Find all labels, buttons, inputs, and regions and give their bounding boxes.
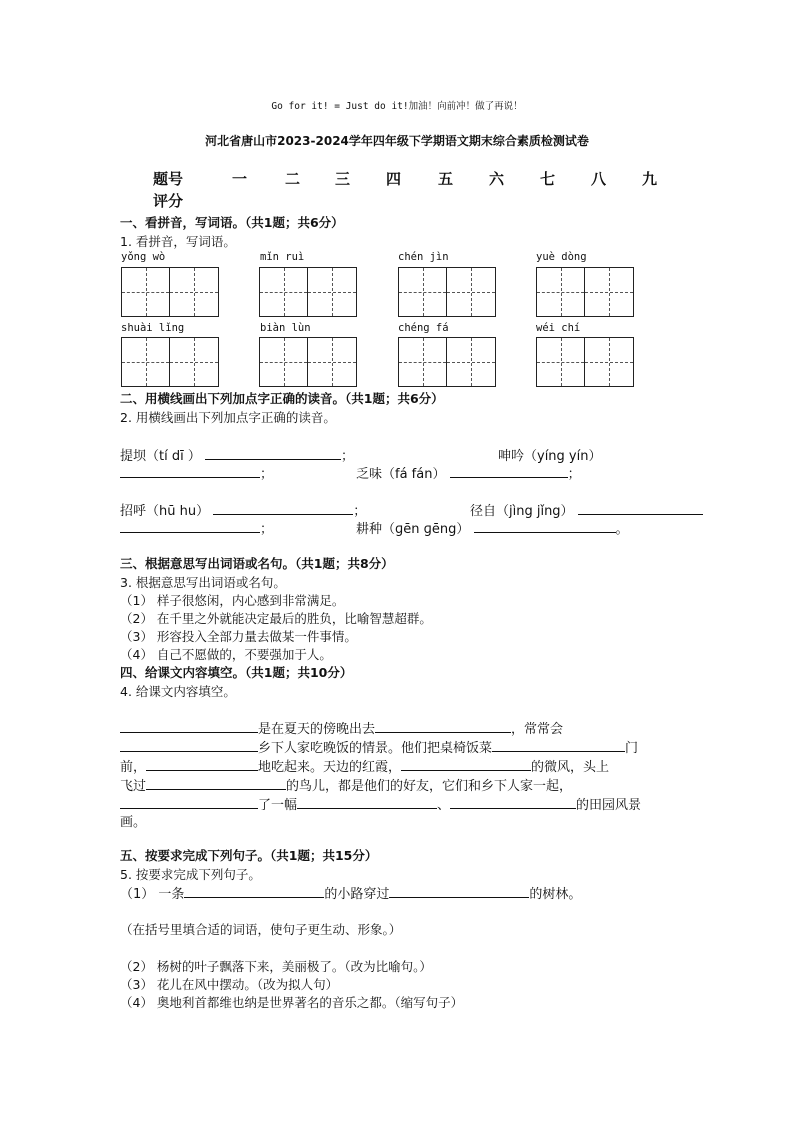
q5-note: （在括号里填合适的词语，使句子更生动、形象。）	[120, 922, 402, 937]
answer-blank[interactable]	[297, 796, 437, 809]
passage-text: 门	[625, 741, 639, 756]
word-4: 招呼（hū hu）	[120, 504, 210, 519]
q5-item-4: （4） 奥地利首都维也纳是世界著名的音乐之都。（缩写句子）	[120, 995, 464, 1010]
grid-cell[interactable]	[308, 338, 356, 386]
grid-cell[interactable]	[122, 268, 170, 316]
score-table-number-label: 题号	[153, 170, 184, 188]
passage-text: 地吃起来。天边的红霞，	[258, 760, 402, 775]
score-col-5: 五	[438, 170, 454, 188]
score-col-9: 九	[642, 170, 658, 188]
section-2-heading: 二、用横线画出下列加点字正确的读音。（共1题；共6分）	[120, 391, 444, 406]
fill-line-5	[120, 794, 641, 813]
pinyin-6: biàn lùn	[260, 322, 311, 334]
grid-cell[interactable]	[122, 338, 170, 386]
writing-grid-8[interactable]	[536, 337, 634, 387]
question-2: 2. 用横线画出下列加点字正确的读音。	[120, 410, 336, 425]
answer-blank[interactable]	[375, 720, 511, 733]
writing-grid-1[interactable]	[121, 267, 219, 317]
passage-text: 的田园风景	[576, 798, 642, 813]
passage-text: 前，	[120, 760, 147, 775]
q5-item-2: （2） 杨树的叶子飘落下来，美丽极了。（改为比喻句。）	[120, 959, 432, 974]
question-3: 3. 根据意思写出词语或名句。	[120, 575, 286, 590]
writing-grid-3[interactable]	[398, 267, 496, 317]
word-2: 呻吟（yíng yín）	[498, 449, 602, 464]
question-4: 4. 给课文内容填空。	[120, 684, 236, 699]
pinyin-3: chén jìn	[398, 251, 449, 263]
grid-cell[interactable]	[585, 268, 633, 316]
semicolon: ；	[260, 522, 274, 537]
writing-grid-7[interactable]	[398, 337, 496, 387]
answer-blank[interactable]	[120, 465, 260, 478]
q3-item-1: （1） 样子很悠闲，内心感到非常满足。	[120, 593, 345, 608]
grid-cell[interactable]	[447, 338, 495, 386]
fill-line-2	[120, 737, 638, 756]
section-1-heading: 一、看拼音，写词语。（共1题；共6分）	[120, 215, 344, 230]
grid-cell[interactable]	[399, 268, 447, 316]
word-3: 乏味（fá fán）	[356, 467, 446, 482]
period: 。	[615, 522, 629, 537]
semicolon: ；	[260, 467, 274, 482]
answer-blank[interactable]	[450, 465, 568, 478]
word-1: 提坝（tí dī ）	[120, 449, 201, 464]
answer-blank[interactable]	[120, 739, 258, 752]
q3-item-3: （3） 形容投入全部力量去做某一件事情。	[120, 629, 357, 644]
word-6: 耕种（ɡēn ɡēng）	[356, 522, 470, 537]
passage-text: 的鸟儿，都是他们的好友，它们和乡下人家一起，	[286, 779, 573, 794]
question-5: 5. 按要求完成下列句子。	[120, 867, 261, 882]
word-line-5	[470, 500, 703, 519]
word-line-6	[120, 518, 273, 537]
page-title: 河北省唐山市2023-2024学年四年级下学期语文期末综合素质检测试卷	[205, 134, 589, 148]
grid-cell[interactable]	[537, 268, 585, 316]
sentence-text: 的小路穿过	[324, 887, 390, 902]
word-line-7	[356, 518, 629, 537]
answer-blank[interactable]	[184, 885, 324, 898]
word-line-4	[120, 500, 366, 519]
score-col-3: 三	[335, 170, 351, 188]
fill-line-6: 画。	[120, 815, 147, 830]
fill-line-1	[120, 718, 563, 737]
pinyin-4: yuè dòng	[536, 251, 587, 263]
semicolon: ；	[340, 449, 354, 464]
semicolon: ；	[567, 467, 581, 482]
grid-cell[interactable]	[308, 268, 356, 316]
pinyin-8: wéi chí	[536, 322, 581, 334]
score-col-1: 一	[232, 170, 248, 188]
answer-blank[interactable]	[474, 520, 616, 533]
passage-text: ，常常会	[511, 722, 564, 737]
answer-blank[interactable]	[492, 739, 625, 752]
section-4-heading: 四、给课文内容填空。（共1题；共10分）	[120, 665, 353, 680]
passage-text: 乡下人家吃晚饭的情景。他们把桌椅饭菜	[258, 741, 493, 756]
answer-blank[interactable]	[205, 447, 341, 460]
word-5: 径自（jìng jǐng）	[470, 504, 574, 519]
grid-cell[interactable]	[170, 268, 218, 316]
answer-blank[interactable]	[146, 777, 286, 790]
passage-text: 的微风，头上	[531, 760, 610, 775]
writing-grid-6[interactable]	[259, 337, 357, 387]
motto: Go for it! = Just do it!加油！向前冲！做了再说！	[271, 101, 523, 112]
answer-blank[interactable]	[146, 758, 258, 771]
score-table-score-label: 评分	[153, 192, 184, 210]
writing-grid-4[interactable]	[536, 267, 634, 317]
q5-item-3: （3） 花儿在风中摆动。（改为拟人句）	[120, 977, 339, 992]
writing-grid-5[interactable]	[121, 337, 219, 387]
sentence-text: 的树林。	[529, 887, 582, 902]
section-3-heading: 三、根据意思写出词语或名句。（共1题；共8分）	[120, 556, 394, 571]
pinyin-5: shuài lǐng	[121, 322, 185, 334]
passage-text: 了一幅	[258, 798, 298, 813]
answer-blank[interactable]	[120, 796, 258, 809]
score-col-6: 六	[489, 170, 505, 188]
passage-text: 飞过	[120, 779, 147, 794]
q3-item-2: （2） 在千里之外就能决定最后的胜负，比喻智慧超群。	[120, 611, 432, 626]
passage-text: 、	[437, 798, 451, 813]
score-col-2: 二	[285, 170, 301, 188]
grid-cell[interactable]	[585, 338, 633, 386]
word-line-1	[120, 445, 354, 464]
grid-cell[interactable]	[260, 338, 308, 386]
score-col-7: 七	[540, 170, 556, 188]
q5-item-1	[120, 883, 581, 902]
pinyin-1: yǒng wò	[121, 251, 166, 263]
grid-cell[interactable]	[399, 338, 447, 386]
pinyin-7: chéng fá	[398, 322, 449, 334]
answer-blank[interactable]	[450, 796, 576, 809]
passage-text: 是在夏天的傍晚出去	[258, 722, 376, 737]
score-col-8: 八	[591, 170, 607, 188]
question-1: 1. 看拼音，写词语。	[120, 234, 236, 249]
q3-item-4: （4） 自己不愿做的，不要强加于人。	[120, 647, 332, 662]
semicolon: ；	[353, 504, 367, 519]
section-5-heading: 五、按要求完成下列句子。（共1题；共15分）	[120, 848, 378, 863]
grid-cell[interactable]	[537, 338, 585, 386]
pinyin-2: mǐn ruì	[260, 251, 305, 263]
grid-cell[interactable]	[170, 338, 218, 386]
answer-blank[interactable]	[213, 502, 353, 515]
writing-grid-2[interactable]	[259, 267, 357, 317]
answer-blank[interactable]	[389, 885, 529, 898]
answer-blank[interactable]	[401, 758, 531, 771]
word-line-3	[356, 463, 581, 482]
score-col-4: 四	[386, 170, 402, 188]
grid-cell[interactable]	[447, 268, 495, 316]
grid-cell[interactable]	[260, 268, 308, 316]
answer-blank[interactable]	[578, 502, 703, 515]
fill-line-4	[120, 775, 572, 794]
answer-blank[interactable]	[120, 520, 260, 533]
fill-line-3	[120, 756, 609, 775]
sentence-text: （1） 一条	[120, 887, 185, 902]
word-line-2	[120, 463, 273, 482]
answer-blank[interactable]	[120, 720, 258, 733]
